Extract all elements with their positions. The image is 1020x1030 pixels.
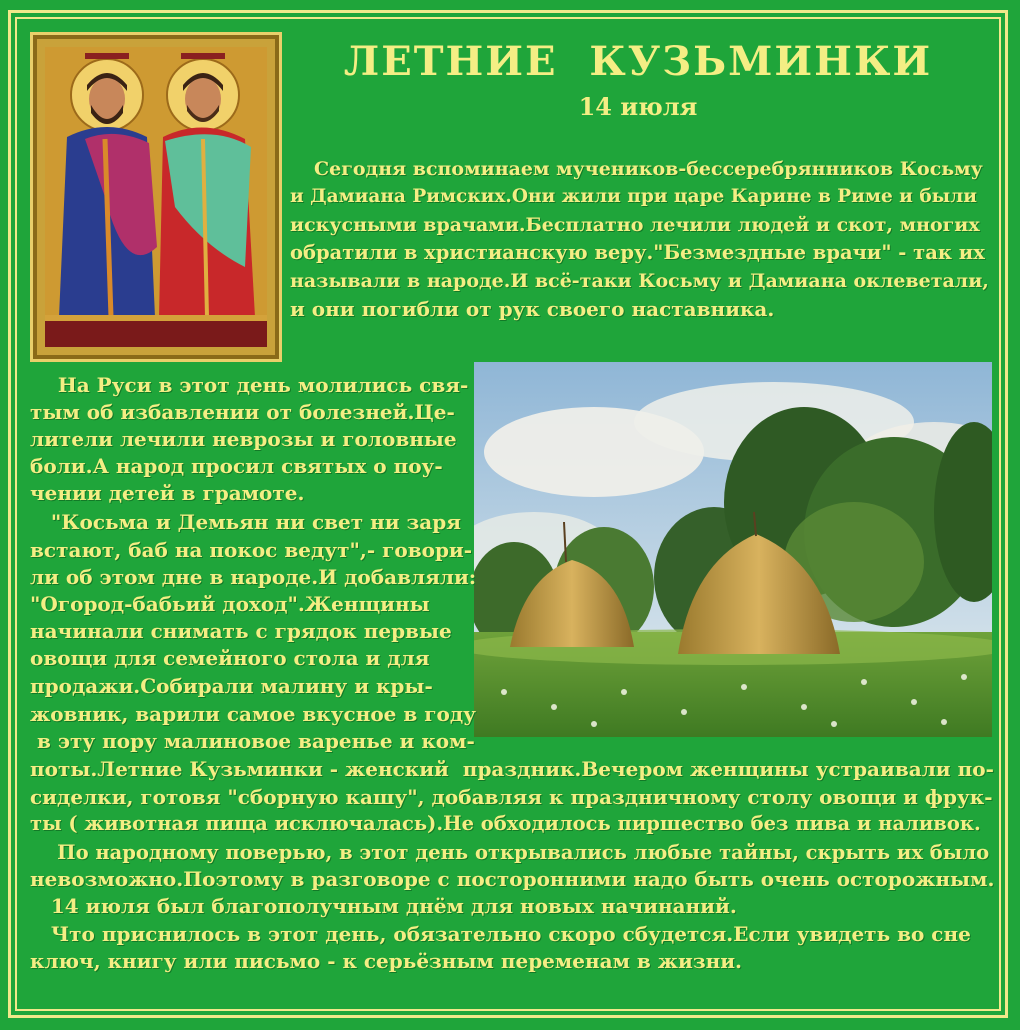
left-text-line: боли.А народ просил святых о поу-: [30, 454, 443, 478]
left-text-line: На Руси в этот день молились свя-: [30, 373, 469, 397]
left-text-line: начинали снимать с грядок первые: [30, 619, 452, 643]
saints-icon-image: [45, 47, 267, 347]
left-text-line: лители лечили неврозы и головные: [30, 427, 457, 451]
bottom-text-line: По народному поверью, в этот день открывались любые тайны, скрыть их было: [30, 841, 990, 864]
haystacks-painting: [474, 362, 992, 737]
bottom-text-line: 14 июля был благополучным днём для новых начинаний.: [30, 894, 737, 918]
left-text-line: чении детей в грамоте.: [30, 481, 305, 505]
bottom-text-line: ты ( животная пища исключалась).Не обходилось пиршество без пива и наливок.: [30, 812, 981, 835]
page-title: ЛЕТНИЕ КУЗЬМИНКИ: [343, 38, 933, 85]
bottom-text-line: ключ, книгу или письмо - к серьёзным переменам в жизни.: [30, 949, 743, 973]
left-text-line: в эту пору малиновое варенье и ком-: [30, 729, 475, 753]
left-text-line: жовник, варили самое вкусное в году: [30, 702, 476, 726]
intro-line: и они погибли от рук своего наставника.: [290, 297, 775, 321]
left-text-line: встают, баб на покос ведут",- говори-: [30, 538, 473, 562]
bottom-text-line: сиделки, готовя "сборную кашу", добавляя к праздничному столу овощи и фрук-: [30, 785, 993, 809]
left-text-line: продажи.Собирали малину и кры-: [30, 674, 433, 698]
intro-line: называли в народе.И всё-таки Косьму и Дамиана оклеветали,: [290, 270, 989, 292]
page-date: 14 июля: [578, 92, 698, 121]
intro-line: Сегодня вспоминаем мучеников-бессеребрянников Косьму: [314, 158, 983, 180]
saints-icon-frame: [30, 32, 282, 362]
left-text-line: ли об этом дне в народе.И добавляли:: [30, 565, 477, 589]
left-text-line: тым об избавлении от болезней.Це-: [30, 400, 455, 424]
left-text-line: овощи для семейного стола и для: [30, 646, 430, 670]
bottom-text-line: Что приснилось в этот день, обязательно скоро сбудется.Если увидеть во сне: [30, 922, 971, 946]
left-text-line: "Огород-бабьий доход".Женщины: [30, 592, 430, 616]
intro-line: искусными врачами.Бесплатно лечили людей и скот, многих: [290, 214, 980, 236]
bottom-text-line: поты.Летние Кузьминки - женский праздник.Вечером женщины устраивали по-: [30, 757, 994, 781]
intro-line: обратили в христианскую веру."Безмездные врачи" - так их: [290, 241, 985, 264]
bottom-text-line: невозможно.Поэтому в разговоре с посторонними надо быть очень осторожным.: [30, 867, 995, 891]
intro-line: и Дамиана Римских.Они жили при царе Карине в Риме и были: [290, 186, 977, 207]
left-text-line: "Косьма и Демьян ни свет ни заря: [30, 510, 462, 534]
